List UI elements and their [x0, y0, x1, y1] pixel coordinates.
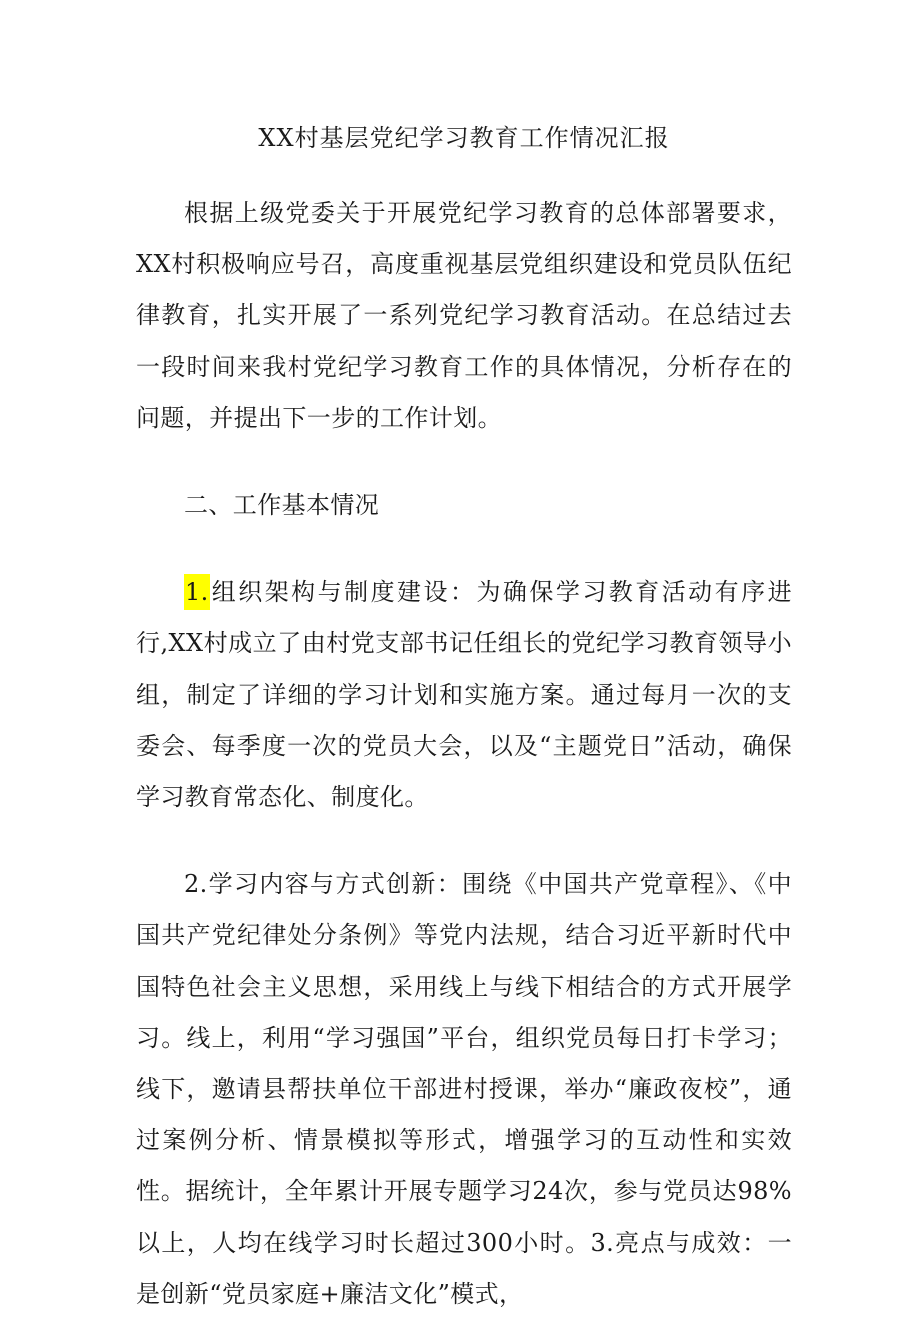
intro-paragraph: 根据上级党委关于开展党纪学习教育的总体部署要求，XX村积极响应号召，高度重视基层党组织建设和党员队伍纪律教育，扎实开展了一系列党纪学习教育活动。在总结过去一段时间来我村党纪学习教育工作的具体情况，分析存在的问题，并提出下一步的工作计划。: [136, 199, 792, 432]
item-1-text: 组织架构与制度建设：为确保学习教育活动有序进行,XX村成立了由村党支部书记任组长的党纪学习教育领导小组，制定了详细的学习计划和实施方案。通过每月一次的支委会、每季度一次的党员大会，以及“主题党日”活动，确保学习教育常态化、制度化。: [136, 578, 792, 812]
highlighted-marker: 1.: [184, 574, 210, 610]
item-2-paragraph: 2.学习内容与方式创新：围绕《中国共产党章程》、《中国共产党纪律处分条例》等党内法规，结合习近平新时代中国特色社会主义思想，采用线上与线下相结合的方式开展学习。线上，利用“学习强国”平台，组织党员每日打卡学习；线下，邀请县帮扶单位干部进村授课，举办“廉政夜校”，通过案例分析、情景模拟等形式，增强学习的互动性和实效性。据统计，全年累计开展专题学习24次，参与党员达98%以上，人均在线学习时长超过300小时。3.亮点与成效：一是创新“党员家庭+廉洁文化”模式，: [136, 870, 792, 1308]
item-1-paragraph: [136, 567, 792, 823]
section-heading: 二、工作基本情况: [184, 491, 380, 520]
document-title: XX村基层党纪学习教育工作情况汇报: [258, 124, 670, 152]
